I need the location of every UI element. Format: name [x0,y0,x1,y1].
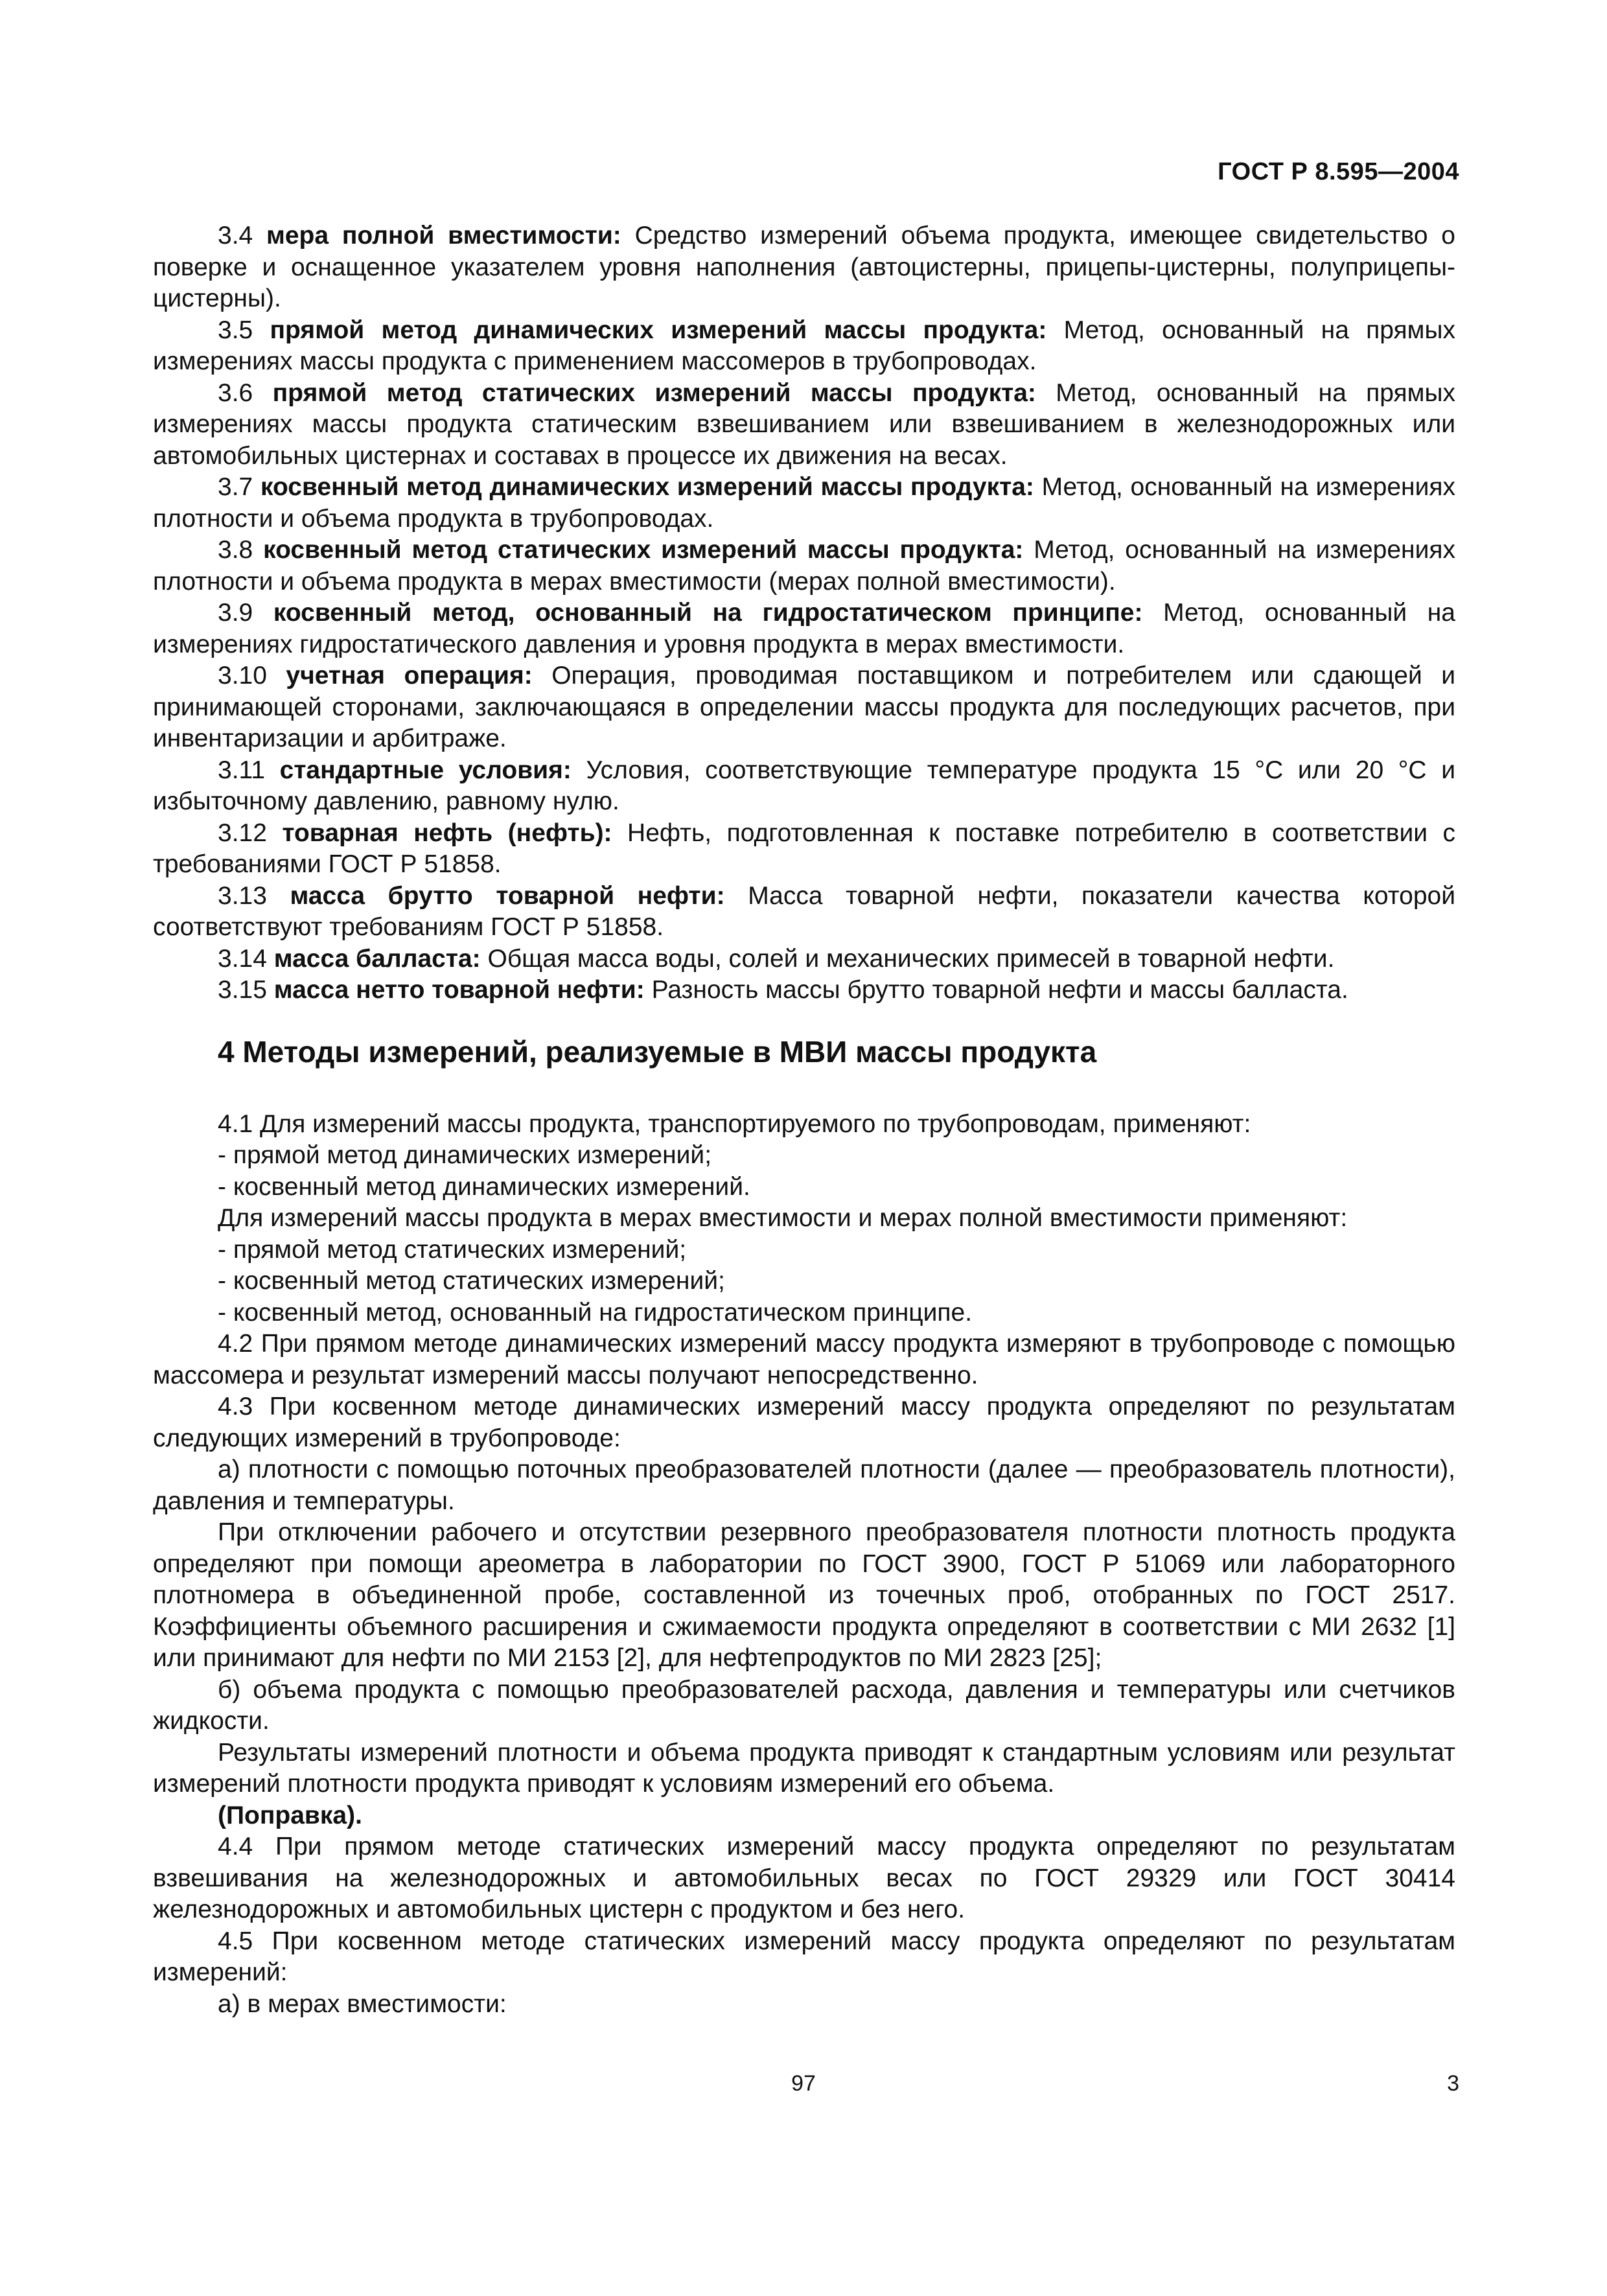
definition-term: косвенный метод динамических измерений массы продукта: [260,473,1034,501]
definition-term: масса балласта: [273,944,481,973]
definition-3-8 [153,535,1455,597]
definition-number: 3.7 [218,473,253,501]
definition-number: 3.15 [218,976,267,1004]
definition-3-12 [153,818,1455,881]
list-item: - косвенный метод статических измерений; [218,1267,725,1295]
definition-text: Метод, основанный на прямых измерениях массы продукта статическим взвешиванием или взвешиванием в железнодорожных или автомобильных цистернах и составах в процессе их движения на весах. [153,378,1455,470]
page-number-center: 97 [791,2071,816,2096]
definition-number: 3.6 [218,378,253,407]
definition-3-15 [153,975,1455,1006]
paragraph-4-3-a-2: При отключении рабочего и отсутствии резервного преобразователя плотности плотность продукта определяют при помощи ареометра в лаборатории по ГОСТ 3900, ГОСТ Р 51069 или лабораторного плотномера в объединенной пробе, составленной из точечных проб, отобранных по ГОСТ 2517. Коэффициенты объемного расширения и сжимаемости продукта определяют в соответствии с МИ 2632 [1] или принимают для нефти по МИ 2153 [2], для нефтепродуктов по МИ 2823 [25]; [153,1518,1455,1672]
definition-term: косвенный метод, основанный на гидростатическом принципе: [273,599,1143,627]
definition-3-11 [153,755,1455,818]
definition-term: прямой метод статических измерений массы продукта: [272,378,1036,407]
definition-3-14 [153,944,1455,975]
definition-text: Общая масса воды, солей и механических примесей в товарной нефти. [487,944,1335,973]
paragraph-4-3: 4.3 При косвенном методе динамических измерений массу продукта определяют по результатам следующих измерений в трубопроводе: [153,1393,1455,1452]
definition-3-5 [153,315,1455,378]
definition-number: 3.4 [218,222,253,249]
paragraph-4-1: 4.1 Для измерений массы продукта, транспортируемого по трубопроводам, применяют: [218,1109,1251,1138]
definition-text: Нефть, подготовленная к поставке потребителю в соответствии с требованиями ГОСТ Р 51858. [153,818,1455,878]
definition-text: Условия, соответствующие температуре продукта 15 °С или 20 °С и избыточному давлению, равному нулю. [153,756,1455,815]
definition-term: масса брутто товарной нефти: [290,881,725,910]
definition-term: учетная операция: [286,662,533,690]
document-body [153,220,1455,2020]
definition-text: Разность массы брутто товарной нефти и массы балласта. [651,976,1348,1004]
definition-term: мера полной вместимости: [266,222,621,249]
definition-text: Метод, основанный на измерениях гидростатического давления и уровня продукта в мерах вместимости. [153,599,1455,658]
page-number-right: 3 [1447,2071,1459,2096]
definition-number: 3.12 [218,818,267,847]
paragraph-4-5-a: а) в мерах вместимости: [218,1989,507,2018]
definition-3-13 [153,881,1455,944]
definition-number: 3.9 [218,599,253,627]
definition-text: Средство измерений объема продукта, имеющее свидетельство о поверке и оснащенное указателем уровня наполнения (автоцистерны, прицепы-цистерны, полуприцепы-цистерны). [153,222,1455,312]
paragraph-4-3-c: Результаты измерений плотности и объема продукта приводят к стандартным условиям или результат измерений плотности продукта приводят к условиям измерений его объема. [153,1738,1455,1798]
definition-number: 3.8 [218,536,253,564]
definition-number: 3.14 [218,944,267,973]
definition-number: 3.13 [218,881,267,910]
definition-number: 3.11 [218,756,266,784]
document-code-header: ГОСТ Р 8.595—2004 [1218,158,1459,185]
section-4-heading: 4 Методы измерений, реализуемые в МВИ массы продукта [218,1034,1097,1069]
definition-number: 3.5 [218,316,253,344]
definition-3-7 [153,472,1455,535]
paragraph-4-3-a: а) плотности с помощью поточных преобразователей плотности (далее — преобразователь плотности), давления и температуры. [153,1455,1455,1515]
paragraph-4-1-b: Для измерений массы продукта в мерах вместимости и мерах полной вместимости применяют: [218,1204,1348,1232]
definition-text: Метод, основанный на измерениях плотности и объема продукта в мерах вместимости (мерах полной вместимости). [153,536,1455,596]
amendment-note: (Поправка). [218,1801,362,1829]
paragraph-4-3-b: б) объема продукта с помощью преобразователей расхода, давления и температуры или счетчиков жидкости. [153,1675,1455,1735]
method-list-pipeline [153,1140,1455,1203]
list-item: - прямой метод статических измерений; [218,1235,687,1264]
definition-3-10 [153,660,1455,755]
definition-term: товарная нефть (нефть): [282,818,612,847]
definition-term: масса нетто товарной нефти: [273,976,645,1004]
definition-text: Операция, проводимая поставщиком и потребителем или сдающей и принимающей сторонами, заключающаяся в определении массы продукта для последующих расчетов, при инвентаризации и арбитраже. [153,662,1455,752]
definition-3-9 [153,597,1455,660]
method-list-vessels [153,1235,1455,1329]
paragraph-4-2: 4.2 При прямом методе динамических измерений массу продукта измеряют в трубопроводе с помощью массомера и результат измерений массы получают непосредственно. [153,1330,1455,1389]
definition-text: Масса товарной нефти, показатели качества которой соответствуют требованиям ГОСТ Р 51858. [153,881,1455,941]
list-item: - косвенный метод динамических измерений. [218,1172,750,1201]
definitions-list [153,220,1455,1006]
paragraph-4-4: 4.4 При прямом методе статических измерений массу продукта определяют по результатам взвешивания на железнодорожных и автомобильных весах по ГОСТ 29329 или ГОСТ 30414 железнодорожных и автомобильных цистерн с продуктом и без него. [153,1833,1455,1923]
definition-term: прямой метод динамических измерений массы продукта: [270,316,1047,344]
definition-text: Метод, основанный на прямых измерениях массы продукта с применением массомеров в трубопроводах. [153,316,1455,375]
list-item: - прямой метод динамических измерений; [218,1141,712,1169]
definition-3-6 [153,378,1455,472]
definition-number: 3.10 [218,662,267,690]
definition-text: Метод, основанный на измерениях плотности и объема продукта в трубопроводах. [153,473,1455,533]
definition-3-4 [153,220,1455,315]
definition-term: стандартные условия: [279,756,572,784]
definition-term: косвенный метод статических измерений массы продукта: [263,536,1024,564]
paragraph-4-5: 4.5 При косвенном методе статических измерений массу продукта определяют по результатам измерений: [153,1927,1455,1986]
list-item: - косвенный метод, основанный на гидростатическом принципе. [218,1298,973,1327]
